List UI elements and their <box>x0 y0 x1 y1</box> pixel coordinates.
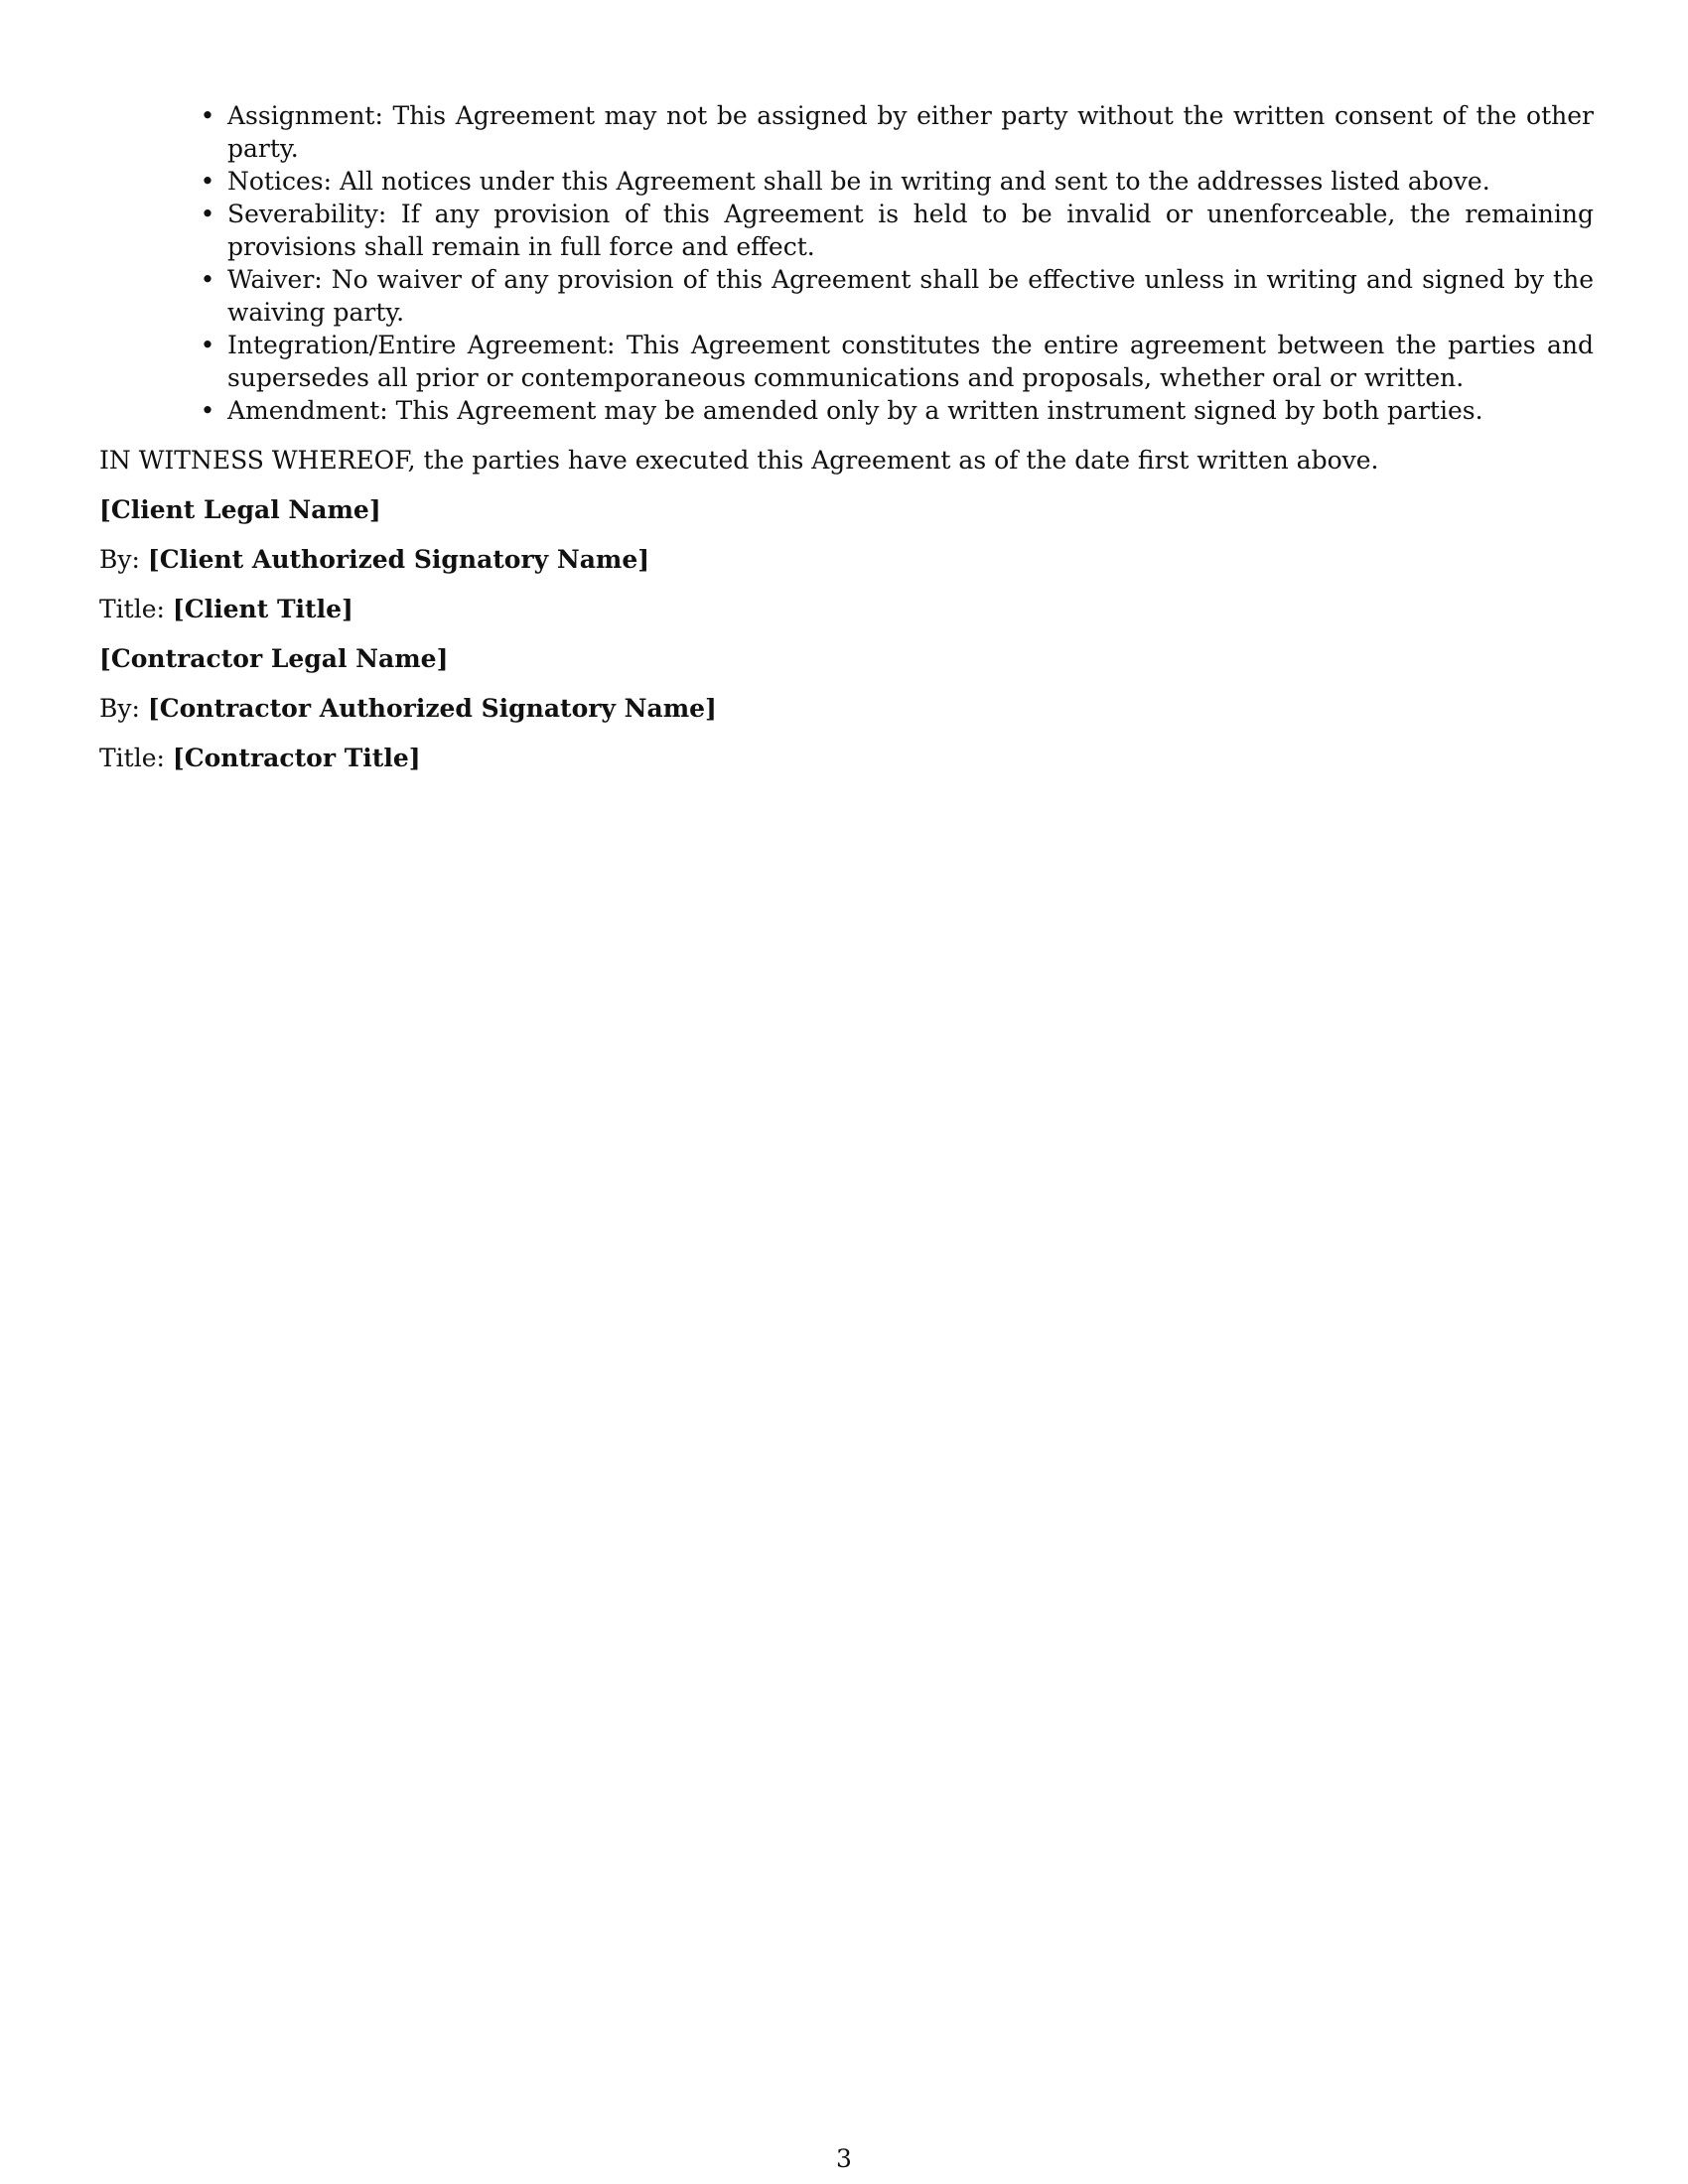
clause-text: Assignment: This Agreement may not be assigned by either party without the written consent of the other party. <box>227 101 1594 163</box>
contractor-by-label: By: <box>99 694 140 723</box>
contractor-by-line <box>99 692 1594 725</box>
contractor-title-value: [Contractor Title] <box>172 744 421 772</box>
client-legal-name <box>99 493 1594 526</box>
client-title-label: Title: <box>99 595 165 623</box>
bullet-icon: • <box>200 331 215 359</box>
bullet-icon: • <box>200 265 215 294</box>
clause-integration <box>99 329 1594 394</box>
contractor-title-label: Title: <box>99 744 165 772</box>
page-number: 3 <box>836 2144 852 2173</box>
witness-statement: IN WITNESS WHEREOF, the parties have executed this Agreement as of the date first written above. <box>99 446 1379 475</box>
clause-list <box>99 99 1594 427</box>
client-signature-block <box>99 493 1594 625</box>
clause-text: Amendment: This Agreement may be amended only by a written instrument signed by both parties. <box>227 396 1483 425</box>
client-title-value: [Client Title] <box>172 595 353 623</box>
clause-waiver <box>99 263 1594 329</box>
contractor-title-line <box>99 742 1594 774</box>
bullet-icon: • <box>200 396 215 425</box>
clause-severability <box>99 198 1594 263</box>
clause-text: Severability: If any provision of this Agreement is held to be invalid or unenforceable, the remaining provisions shall remain in full force and effect. <box>227 200 1594 261</box>
contractor-signature-block <box>99 642 1594 774</box>
client-by-label: By: <box>99 545 140 574</box>
contractor-legal-name-value: [Contractor Legal Name] <box>99 644 449 673</box>
clause-notices <box>99 165 1594 198</box>
clause-text: Notices: All notices under this Agreement shall be in writing and sent to the addresses listed above. <box>227 167 1490 196</box>
bullet-icon: • <box>200 200 215 228</box>
client-legal-name-value: [Client Legal Name] <box>99 495 381 524</box>
clause-assignment <box>99 99 1594 165</box>
clause-amendment <box>99 394 1594 427</box>
contractor-legal-name <box>99 642 1594 675</box>
bullet-icon: • <box>200 101 215 130</box>
contractor-signatory-name: [Contractor Authorized Signatory Name] <box>147 694 717 723</box>
client-signatory-name: [Client Authorized Signatory Name] <box>147 545 650 574</box>
client-title-line <box>99 593 1594 625</box>
clause-text: Integration/Entire Agreement: This Agreement constitutes the entire agreement between the parties and supersedes all prior or contemporaneous communications and proposals, whether oral or written. <box>227 331 1594 392</box>
client-by-line <box>99 543 1594 576</box>
bullet-icon: • <box>200 167 215 196</box>
clause-text: Waiver: No waiver of any provision of this Agreement shall be effective unless in writing and signed by the waiving party. <box>227 265 1594 327</box>
document-page <box>99 99 1594 791</box>
